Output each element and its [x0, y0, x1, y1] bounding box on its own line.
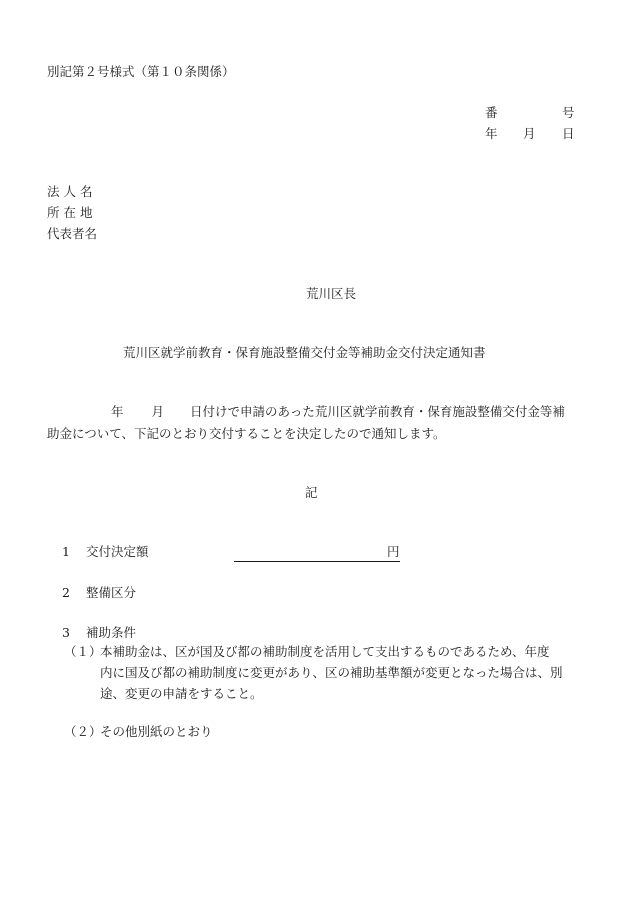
- body-line-2: 助金について、下記のとおり交付することを決定したので通知します。: [47, 426, 446, 441]
- ki-heading: 記: [305, 485, 318, 500]
- item3-label: 補助条件: [86, 625, 137, 640]
- date-month: 月: [523, 126, 536, 141]
- representative-label: 代表者名: [47, 226, 98, 241]
- address-label: 所 在 地: [47, 205, 93, 220]
- amount-field: [234, 546, 400, 562]
- condition1-line-2: 内に国及び都の補助制度に変更があり、区の補助基準額が変更となった場合は、別: [100, 665, 563, 680]
- body-year: 年: [111, 404, 124, 419]
- condition2-number: （２）: [64, 724, 102, 739]
- item2-number: 2: [62, 585, 70, 600]
- item1-label: 交付決定額: [86, 544, 149, 559]
- condition1-line-3: 途、変更の申請をすること。: [100, 686, 263, 701]
- date-year: 年: [485, 126, 498, 141]
- item3-number: 3: [62, 625, 70, 640]
- item1-unit: 円: [387, 544, 400, 559]
- condition1-number: （１）: [64, 644, 102, 659]
- document-title: 荒川区就学前教育・保育施設整備交付金等補助金交付決定通知書: [123, 345, 486, 360]
- corp-name-label: 法 人 名: [47, 184, 93, 199]
- body-line1-rest: 日付けで申請のあった荒川区就学前教育・保育施設整備交付金等補: [190, 404, 565, 419]
- number-label: 番: [485, 105, 498, 120]
- body-line-1: [111, 406, 565, 419]
- form-label: 別記第２号様式（第１０条関係）: [47, 64, 235, 79]
- number-suffix: 号: [562, 105, 575, 120]
- body-month: 月: [151, 404, 165, 419]
- date-day: 日: [562, 126, 575, 141]
- item1-number: 1: [62, 544, 70, 559]
- condition2-text: その他別紙のとおり: [100, 724, 213, 739]
- issuer-name: 荒川区長: [306, 286, 357, 301]
- condition1-line-1: 本補助金は、区が国及び都の補助制度を活用して支出するものであるため、年度: [100, 644, 550, 659]
- item2-label: 整備区分: [86, 585, 137, 600]
